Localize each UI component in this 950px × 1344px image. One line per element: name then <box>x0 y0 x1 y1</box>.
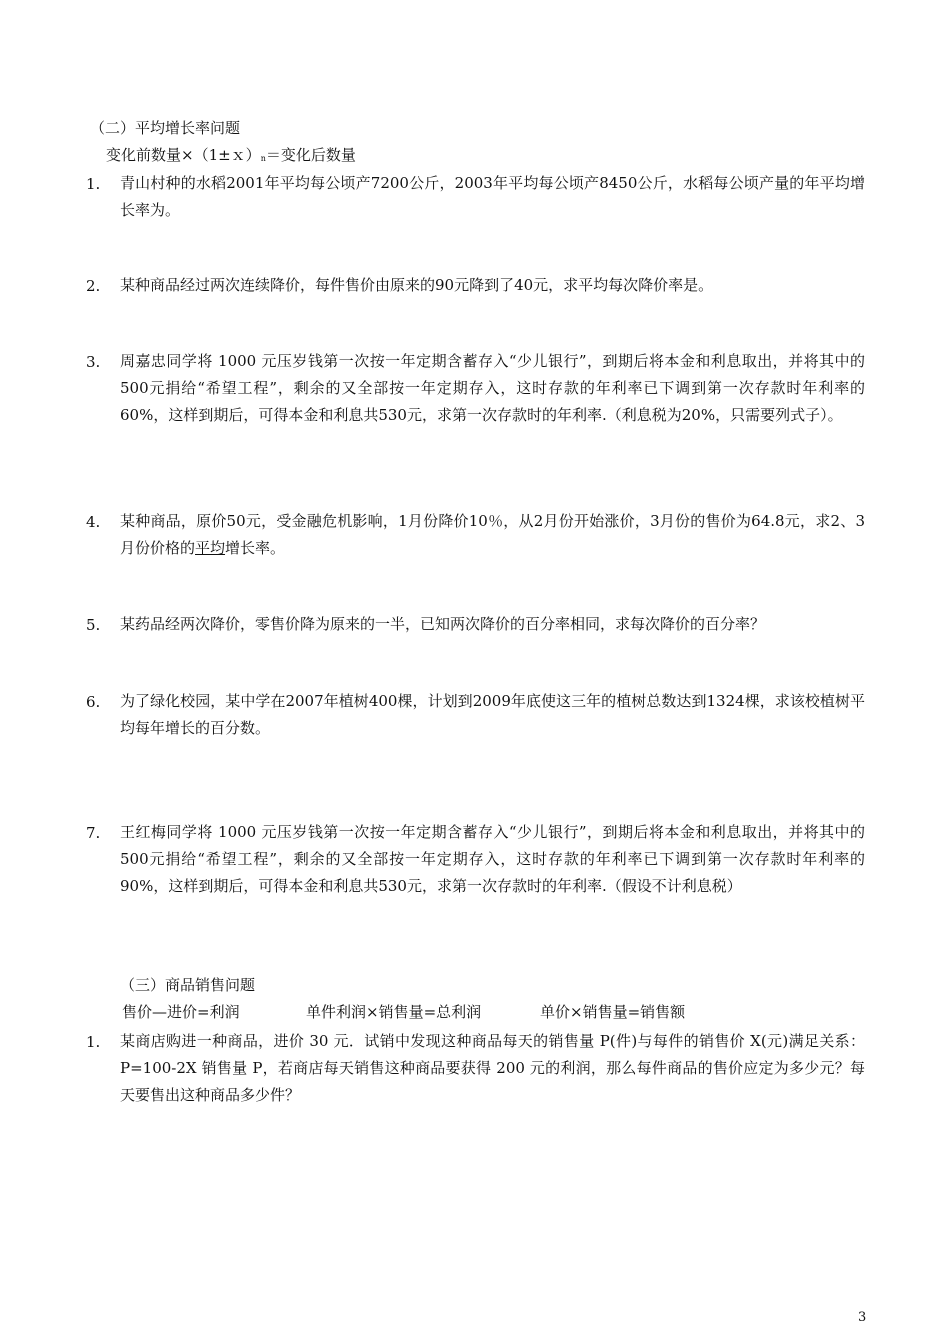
problem-text: 王红梅同学将 1000 元压岁钱第一次按一年定期含蓄存入“少儿银行”，到期后将本金和利息取出，并将其中的500元捐给“希望工程”，剩余的又全部按一年定期存入，这时存款的年利率已下调到第一次存款时年利率的90%，这样到期后，可得本金和利息共530元，求第一次存款时的年利率.（假设不计利息税） <box>120 823 865 895</box>
problem-text: 周嘉忠同学将 1000 元压岁钱第一次按一年定期含蓄存入“少儿银行”，到期后将本金和利息取出，并将其中的500元捐给“希望工程”，剩余的又全部按一年定期存入，这时存款的年利率已下调到第一次存款时年利率的60%，这样到期后，可得本金和利息共530元，求第一次存款时的年利率.（利息税为20%，只需要列式子）。 <box>120 352 865 424</box>
formula-right: ＝变化后数量 <box>265 146 356 164</box>
problem-text: 某商店购进一种商品，进价 30 元．试销中发现这种商品每天的销售量 P(件)与每件的销售价 X(元)满足关系：P=100-2X 销售量 P，若商店每天销售这种商品要获得 200 元的利润，那么每件商品的售价应定为多少元？每天要售出这种商品多少件？ <box>120 1032 865 1104</box>
problem-text: 某种商品经过两次连续降价，每件售价由原来的90元降到了40元，求平均每次降价率是。 <box>120 276 714 294</box>
page-number: 3 <box>858 1310 867 1325</box>
problem-number: 4. <box>86 513 101 531</box>
underlined-word: 平均 <box>195 539 226 557</box>
problem-text: 青山村种的水稻2001年平均每公顷产7200公斤，2003年平均每公顷产8450公斤，水稻每公顷产量的年平均增长率为。 <box>120 174 865 219</box>
sales-formula-total-profit: 单件利润×销售量=总利润 <box>306 1003 482 1021</box>
problem-number: 1. <box>86 175 101 193</box>
problem-text: 某药品经两次降价，零售价降为原来的一半，已知两次降价的百分率相同，求每次降价的百分率？ <box>120 615 766 633</box>
problem-number: 7. <box>86 824 101 842</box>
sales-formula-profit: 售价—进价=利润 <box>122 1003 240 1021</box>
problem-number: 5. <box>86 616 101 634</box>
problem-text: 为了绿化校园，某中学在2007年植树400棵，计划到2009年底使这三年的植树总数达到1324棵，求该校植树平均每年增长的百分数。 <box>120 692 865 737</box>
problem-number: 3. <box>86 353 101 371</box>
problem-text-part: 增长率。 <box>225 539 286 557</box>
problem-number: 2. <box>86 277 101 295</box>
formula-left: 变化前数量×（1±ｘ） <box>106 146 261 164</box>
sales-formula-revenue: 单价×销售量=销售额 <box>540 1003 686 1021</box>
problem-number: 6. <box>86 693 101 711</box>
problem-text-part: 某种商品，原价50元，受金融危机影响，1月份降价10％，从2月份开始涨价，3月份的售价为64.8元，求2、3月份价格的 <box>120 512 865 557</box>
problem-number: 1. <box>86 1033 101 1051</box>
problem-text <box>120 508 865 562</box>
formula-exponent: n <box>260 154 266 163</box>
section-3-title: （三）商品销售问题 <box>120 976 256 994</box>
section-2-title: （二）平均增长率问题 <box>90 119 241 137</box>
growth-rate-formula <box>106 145 356 169</box>
